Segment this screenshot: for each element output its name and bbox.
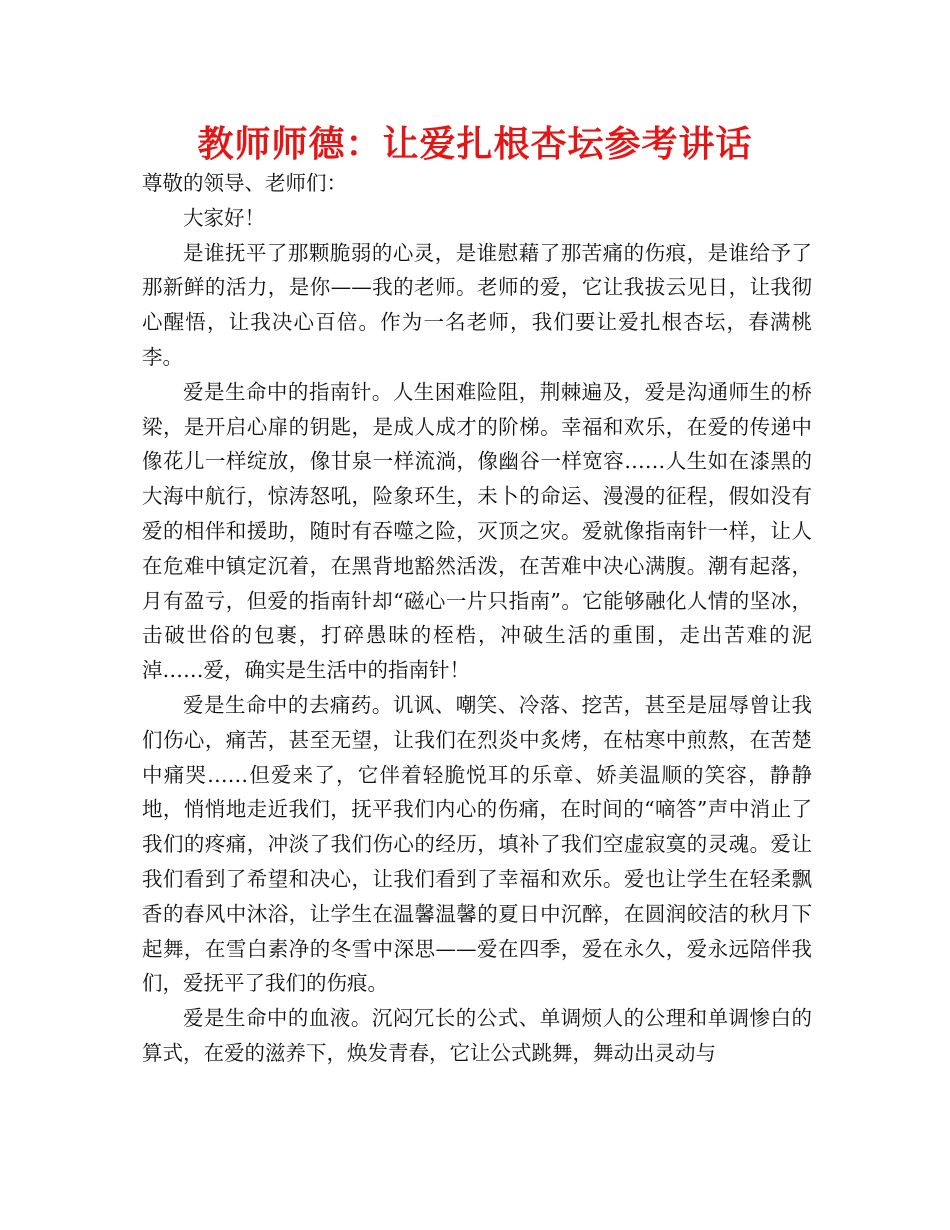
- salutation: 尊敬的领导、老师们：: [142, 171, 347, 195]
- paragraph-compass: 爱是生命中的指南针。人生困难险阻，荆棘遍及，爱是沟通师生的桥梁，是开启心扉的钥匙，是成人成才的阶梯。幸福和欢乐，在爱的传递中像花儿一样绽放，像甘泉一样流淌，像幽谷一样宽容……人生如在漆黑的大海中航行，惊涛怒吼，险象环生，未卜的命运、漫漫的征程，假如没有爱的相伴和援助，随时有吞噬之险，灭顶之灾。爱就像指南针一样，让人在危难中镇定沉着，在黑背地豁然活泼，在苦难中决心满腹。潮有起落，月有盈亏，但爱的指南针却“磁心一片只指南”。它能够融化人情的坚冰，击破世俗的包裹，打碎愚昧的桎梏，冲破生活的重围，走出苦难的泥淖……爱，确实是生活中的指南针！: [142, 379, 812, 683]
- paragraph-intro: 是谁抚平了那颗脆弱的心灵，是谁慰藉了那苦痛的伤痕，是谁给予了那新鲜的活力，是你——我的老师。老师的爱，它让我拔云见日，让我彻心醒悟，让我决心百倍。作为一名老师，我们要让爱扎根杏坛，春满桃李。: [142, 240, 812, 369]
- document-body: [142, 166, 812, 1071]
- document-title: 教师师德：让爱扎根杏坛参考讲话: [197, 124, 753, 165]
- paragraph-blood: 爱是生命中的血液。沉闷冗长的公式、单调烦人的公理和单调惨白的算式，在爱的滋养下，焕发青春，它让公式跳舞，舞动出灵动与: [142, 1006, 812, 1065]
- paragraph-greeting: 大家好！: [183, 205, 265, 230]
- paragraph-painkiller: 爱是生命中的去痛药。讥讽、嘲笑、冷落、挖苦，甚至是屈辱曾让我们伤心，痛苦，甚至无望，让我们在烈炎中炙烤，在枯寒中煎熬，在苦楚中痛哭……但爱来了，它伴着轻脆悦耳的乐章、娇美温顺的笑容，静静地，悄悄地走近我们，抚平我们内心的伤痛，在时间的“嘀答”声中消止了我们的疼痛，冲淡了我们伤心的经历，填补了我们空虚寂寞的灵魂。爱让我们看到了希望和决心，让我们看到了幸福和欢乐。爱也让学生在轻柔飘香的春风中沐浴，让学生在温馨温馨的夏日中沉醉，在圆润皎洁的秋月下起舞，在雪白素净的冬雪中深思——爱在四季，爱在永久，爱永远陪伴我们，爱抚平了我们的伤痕。: [142, 692, 812, 996]
